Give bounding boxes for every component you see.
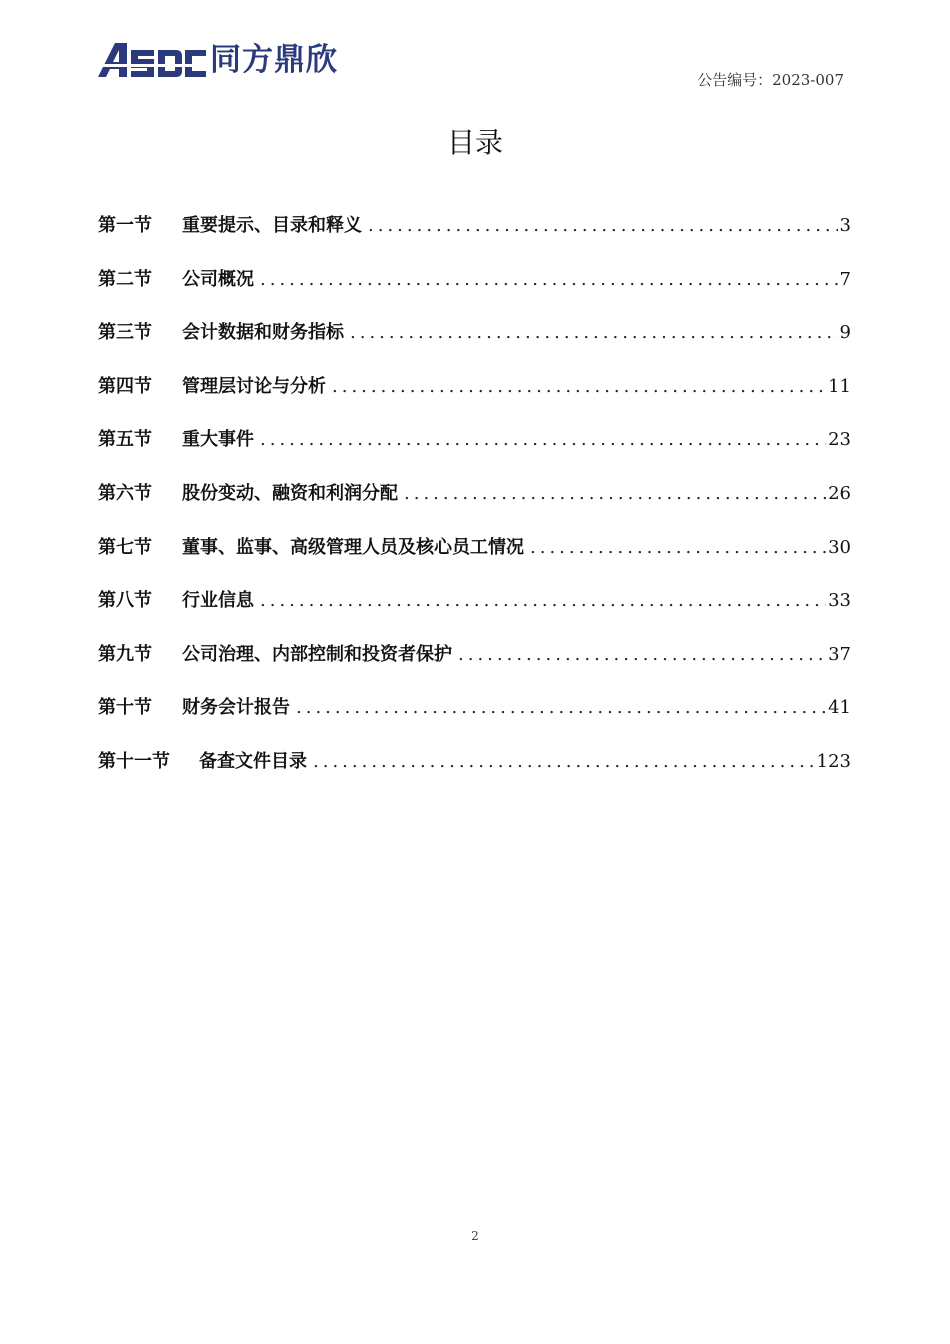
toc-section-number: 第九节 [98,643,152,665]
toc-entry[interactable] [98,265,851,319]
toc-page-number: 37 [828,643,851,665]
toc-dot-leader [260,429,826,450]
toc-section-title: 重要提示、目录和释义 [182,215,362,236]
toc-dot-leader [332,376,826,397]
toc-entry[interactable] [98,372,851,426]
toc-section-title: 会计数据和财务指标 [182,322,344,344]
toc-page-number: 123 [816,750,851,772]
toc-dot-leader [296,697,826,718]
toc-section-title: 备查文件目录 [199,750,307,772]
toc-page-number: 11 [828,375,851,397]
toc-dot-leader [530,537,826,558]
toc-section-title: 行业信息 [182,590,254,612]
toc-dot-leader [313,751,815,772]
toc-section-number: 第十一节 [98,750,170,772]
asdc-logo-icon [98,40,206,80]
toc-page-number: 26 [828,482,851,504]
toc-section-title: 股份变动、融资和利润分配 [182,482,398,504]
toc-page-number: 41 [828,697,851,719]
toc-section-title: 财务会计报告 [182,697,290,719]
toc-section-title: 董事、监事、高级管理人员及核心员工情况 [182,536,524,558]
toc-dot-leader [368,215,838,236]
page-number: 2 [471,1229,479,1243]
toc-section-number: 第七节 [98,536,152,558]
toc-section-number: 第十节 [98,697,152,719]
toc-section-title: 公司概况 [182,268,254,290]
toc-entry[interactable] [98,318,851,372]
toc-page-number: 33 [828,590,851,612]
logo-chinese-name: 同方鼎欣 [210,42,338,78]
toc-page-number: 7 [839,268,851,290]
toc-section-number: 第四节 [98,375,152,397]
toc-entry[interactable] [98,747,851,801]
toc-section-number: 第八节 [98,590,152,612]
toc-section-number: 第六节 [98,482,152,504]
toc-dot-leader [404,483,826,504]
toc-section-title: 重大事件 [182,429,254,451]
table-of-contents [98,211,851,801]
toc-section-number: 第一节 [98,215,152,236]
toc-section-number: 第五节 [98,429,152,451]
company-logo [98,40,338,80]
page-title: 目录 [446,126,503,159]
toc-section-number: 第二节 [98,268,152,290]
toc-entry[interactable] [98,693,851,747]
toc-dot-leader [260,590,826,611]
toc-section-number: 第三节 [98,322,152,344]
toc-entry[interactable] [98,479,851,533]
toc-page-number: 3 [839,215,851,236]
announcement-number: 公告编号：2023-007 [697,71,844,89]
toc-dot-leader [458,644,826,665]
toc-page-number: 30 [828,536,851,558]
toc-section-title: 管理层讨论与分析 [182,375,326,397]
toc-entry[interactable] [98,586,851,640]
toc-page-number: 9 [839,322,851,344]
toc-section-title: 公司治理、内部控制和投资者保护 [182,643,452,665]
toc-dot-leader [350,322,838,343]
toc-page-number: 23 [828,429,851,451]
toc-entry[interactable] [98,425,851,479]
toc-dot-leader [260,269,838,290]
toc-entry[interactable] [98,211,851,265]
toc-entry[interactable] [98,640,851,694]
toc-entry[interactable] [98,533,851,587]
